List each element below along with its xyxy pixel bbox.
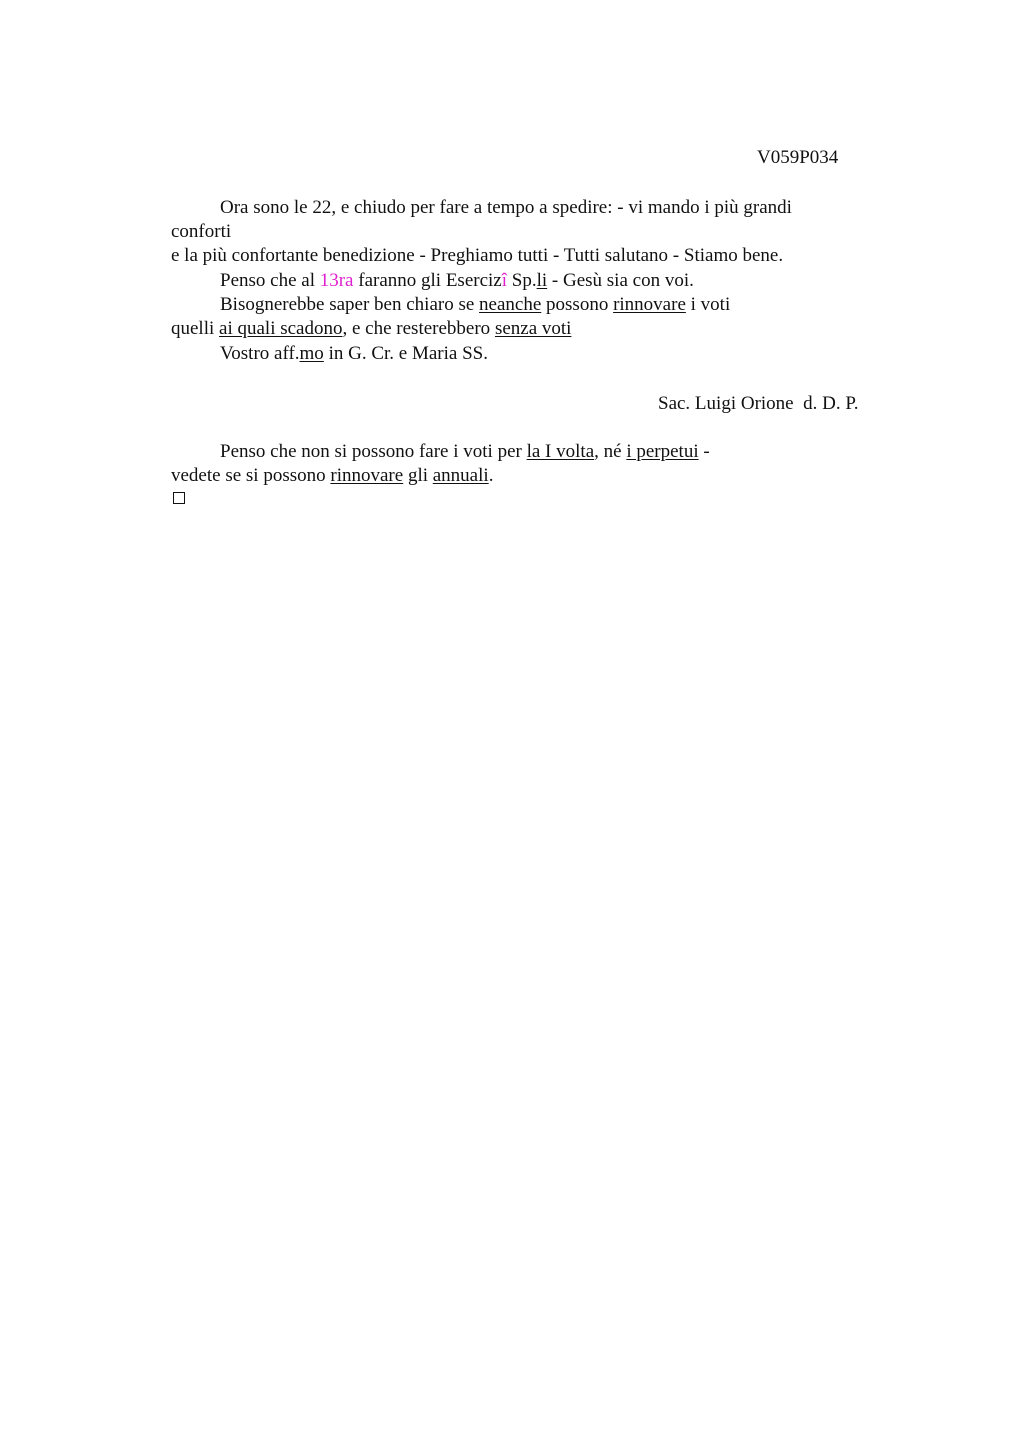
underlined-abbrev: mo [299, 343, 324, 364]
text-segment: quelli [171, 318, 220, 339]
text-line-3 [171, 244, 783, 268]
underlined-word: annuali [432, 465, 489, 486]
text-segment: vedete se si possono [171, 465, 331, 486]
highlighted-accent: î [501, 270, 508, 291]
text-segment: e la più confortante benedizione - Preghiamo tutti - Tutti salutano - Stiamo bene. [171, 245, 784, 266]
empty-square-icon [173, 492, 185, 504]
highlighted-date: 13ra [319, 270, 354, 291]
text-segment: Bisognerebbe saper ben chiaro se [220, 294, 480, 315]
text-segment: Sp. [507, 270, 537, 291]
text-line-9 [171, 464, 493, 488]
text-line-1 [220, 196, 792, 220]
text-segment: possono [541, 294, 614, 315]
text-segment: , e che resterebbero [342, 318, 495, 339]
underlined-phrase: senza voti [494, 318, 572, 339]
text-segment: conforti [171, 221, 232, 242]
text-segment: Ora sono le 22, e chiudo per fare a tempo a spedire: - vi mando i più grandi [220, 197, 792, 218]
text-line-5 [220, 293, 730, 317]
underlined-phrase: ai quali scadono [219, 318, 343, 339]
text-segment: - [698, 441, 710, 462]
text-segment: gli [403, 465, 433, 486]
underlined-word: rinnovare [330, 465, 404, 486]
text-line-2 [171, 220, 231, 244]
text-segment [354, 270, 508, 291]
text-segment: , né [594, 441, 627, 462]
underlined-word: rinnovare [613, 294, 686, 315]
text-line-4 [220, 269, 694, 293]
text-segment: Penso che al [220, 270, 320, 291]
underlined-phrase: la I volta [526, 441, 595, 462]
text-segment: . [488, 465, 494, 486]
text-segment: - Gesù sia con voi. [547, 270, 694, 291]
underlined-word: neanche [479, 294, 542, 315]
text-segment: faranno gli Eserciz [353, 270, 502, 291]
underlined-phrase: i perpetui [626, 441, 699, 462]
text-line-8 [220, 440, 710, 464]
page-identifier: V059P034 [757, 147, 839, 168]
text-segment: Penso che non si possono fare i voti per [220, 441, 527, 462]
text-segment: i voti [685, 294, 731, 315]
text-segment: in G. Cr. e Maria SS. [323, 343, 488, 364]
underlined-abbrev: li [536, 270, 548, 291]
signature: Sac. Luigi Orione d. D. P. [658, 393, 859, 414]
text-line-6 [171, 317, 571, 341]
text-line-7 [220, 342, 488, 366]
text-segment: Vostro aff. [220, 343, 300, 364]
